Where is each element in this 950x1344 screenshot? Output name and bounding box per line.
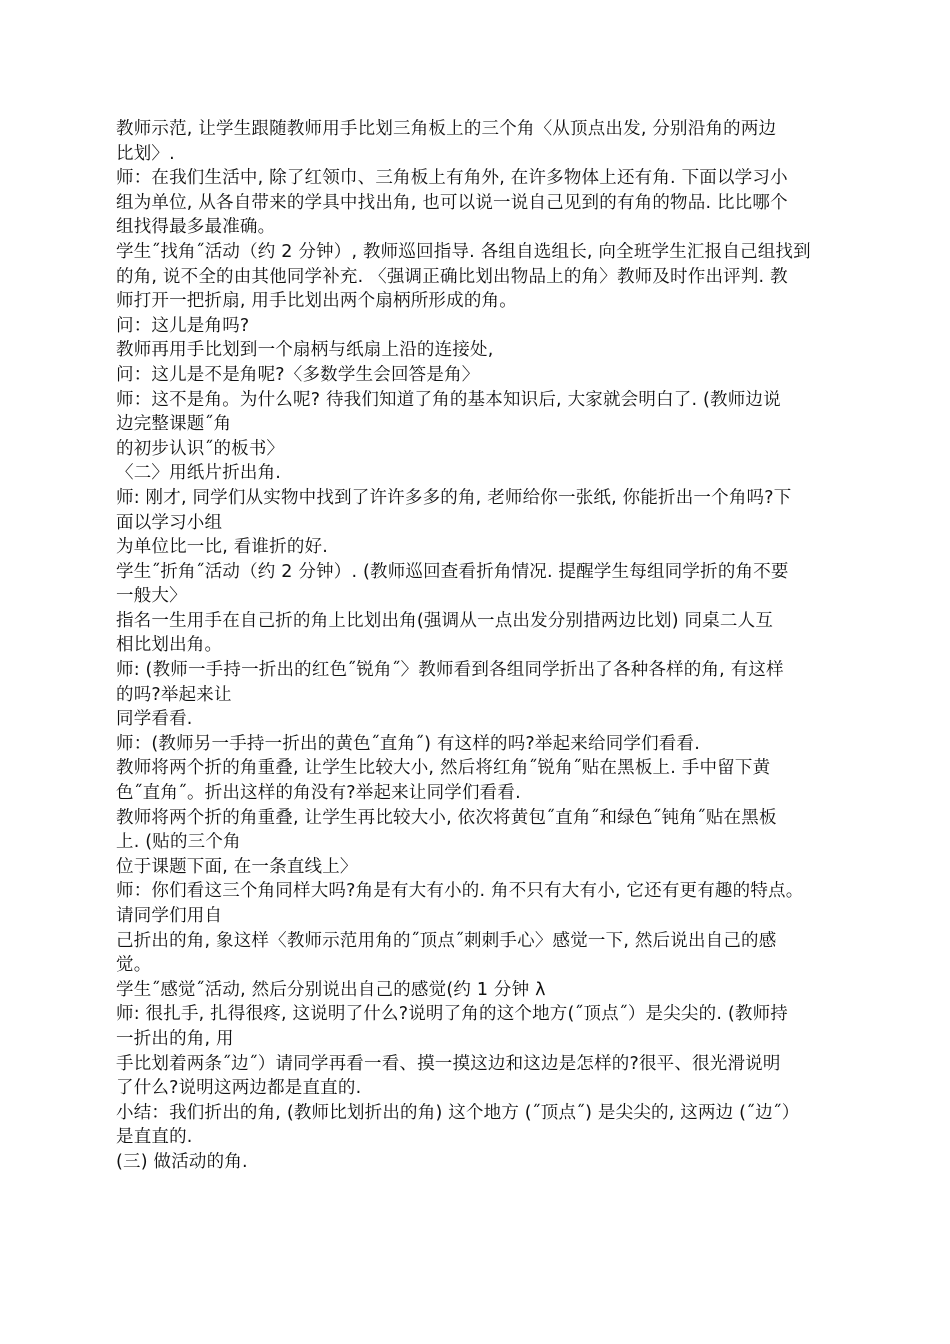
text-line: 了什么?说明这两边都是直直的. (116, 1078, 362, 1099)
text-line: 学生˝找角˝活动（约 2 分钟）, 教师巡回指导. 各组自选组长, 向全班学生汇报自己组找到 (116, 241, 811, 262)
text-line: 边完整课题˝角 (116, 414, 232, 435)
text-line: 一折出的角, 用 (116, 1028, 234, 1049)
text-line: 指名一生用手在自己折的角上比划出角(强调从一点出发分别措两边比划) 同桌二人互 (116, 610, 774, 631)
section-heading: 〈二〉用纸片折出角. (116, 463, 282, 484)
document-body (116, 117, 846, 1175)
text-line: 比划〉. (116, 143, 175, 164)
text-line: 手比划着两条˝边˝）请同学再看一看、摸一摸这边和这边是怎样的?很平、很光滑说明 (116, 1053, 781, 1074)
text-line: 小结：我们折出的角, (教师比划折出的角) 这个地方 (˝顶点˝) 是尖尖的, 这两边 (˝边˝） (116, 1102, 800, 1123)
text-line: 的角, 说不全的由其他同学补充. 〈强调正确比划出物品上的角〉教师及时作出评判. 教 (116, 266, 788, 287)
text-line: 请同学们用自 (116, 906, 223, 926)
text-line: 师: 很扎手, 扎得很疼, 这说明了什么?说明了角的这个地方(˝顶点˝）是尖尖的. (教师持 (116, 1004, 788, 1025)
text-line: 位于课题下面, 在一条直线上〉 (116, 856, 358, 877)
text-line: 师：(教师另一手持一折出的黄色˝直角˝) 有这样的吗?举起来给同学们看看. (116, 733, 700, 754)
text-line: 觉。 (116, 955, 152, 976)
text-line: 同学看看. (116, 709, 193, 730)
text-line: 师: 刚才, 同学们从实物中找到了许许多多的角, 老师给你一张纸, 你能折出一个角吗?下 (116, 487, 792, 508)
text-line: 师: (教师一手持一折出的红色˝锐角˝〉教师看到各组同学折出了各种各样的角, 有这样 (116, 660, 784, 681)
text-line: 的初步认识˝的板书〉 (116, 438, 285, 459)
text-line: 组为单位, 从各自带来的学具中找出角, 也可以说一说自己见到的有角的物品. 比比哪个 (116, 192, 788, 213)
text-line: 问：这儿是角吗? (116, 315, 250, 336)
text-line: 教师将两个折的角重叠, 让学生再比较大小, 依次将黄包˝直角˝和绿色˝钝角˝贴在黑板 (116, 807, 777, 828)
text-line: 己折出的角, 象这样〈教师示范用角的˝顶点˝刺刺手心〉感觉一下, 然后说出自己的感 (116, 930, 777, 951)
text-line: 学生˝感觉˝活动, 然后分别说出自己的感觉(约 1 分钟 λ (116, 979, 546, 1000)
text-line: 相比划出角。 (116, 635, 223, 656)
text-line: 教师将两个折的角重叠, 让学生比较大小, 然后将红角˝锐角˝贴在黑板上. 手中留下黄 (116, 758, 771, 779)
text-line: 教师示范, 让学生跟随教师用手比划三角板上的三个角〈从顶点出发, 分别沿角的两边 (116, 119, 777, 139)
section-heading: (三) 做活动的角. (116, 1151, 248, 1172)
text-line: 色˝直角˝。折出这样的角没有?举起来让同学们看看. (116, 783, 521, 804)
text-line: 一般大〉 (116, 586, 187, 607)
text-line: 上. (贴的三个角 (116, 832, 241, 853)
text-line: 师打开一把折扇, 用手比划出两个扇柄所形成的角。 (116, 291, 517, 312)
text-line: 面以学习小组 (116, 512, 223, 533)
text-line: 教师再用手比划到一个扇柄与纸扇上沿的连接处, (116, 340, 494, 361)
text-line: 组找得最多最准确。 (116, 217, 276, 238)
text-line: 的吗?举起来让 (116, 684, 232, 705)
text-line: 师：这不是角。为什么呢? 待我们知道了角的基本知识后, 大家就会明白了. (教师边说 (116, 389, 781, 410)
text-line: 为单位比一比, 看谁折的好. (116, 537, 328, 558)
text-line: 是直直的. (116, 1127, 193, 1148)
text-line: 学生˝折角˝活动（约 2 分钟）. (教师巡回查看折角情况. 提醒学生每组同学折的角不要 (116, 561, 789, 582)
text-line: 问：这儿是不是角呢?〈多数学生会回答是角〉 (116, 364, 480, 385)
text-line: 师：你们看这三个角同样大吗?角是有大有小的. 角不只有大有小, 它还有更有趣的特点。 (116, 881, 804, 902)
text-line: 师：在我们生活中, 除了红领巾、三角板上有角外, 在许多物体上还有角. 下面以学习小 (116, 168, 788, 189)
